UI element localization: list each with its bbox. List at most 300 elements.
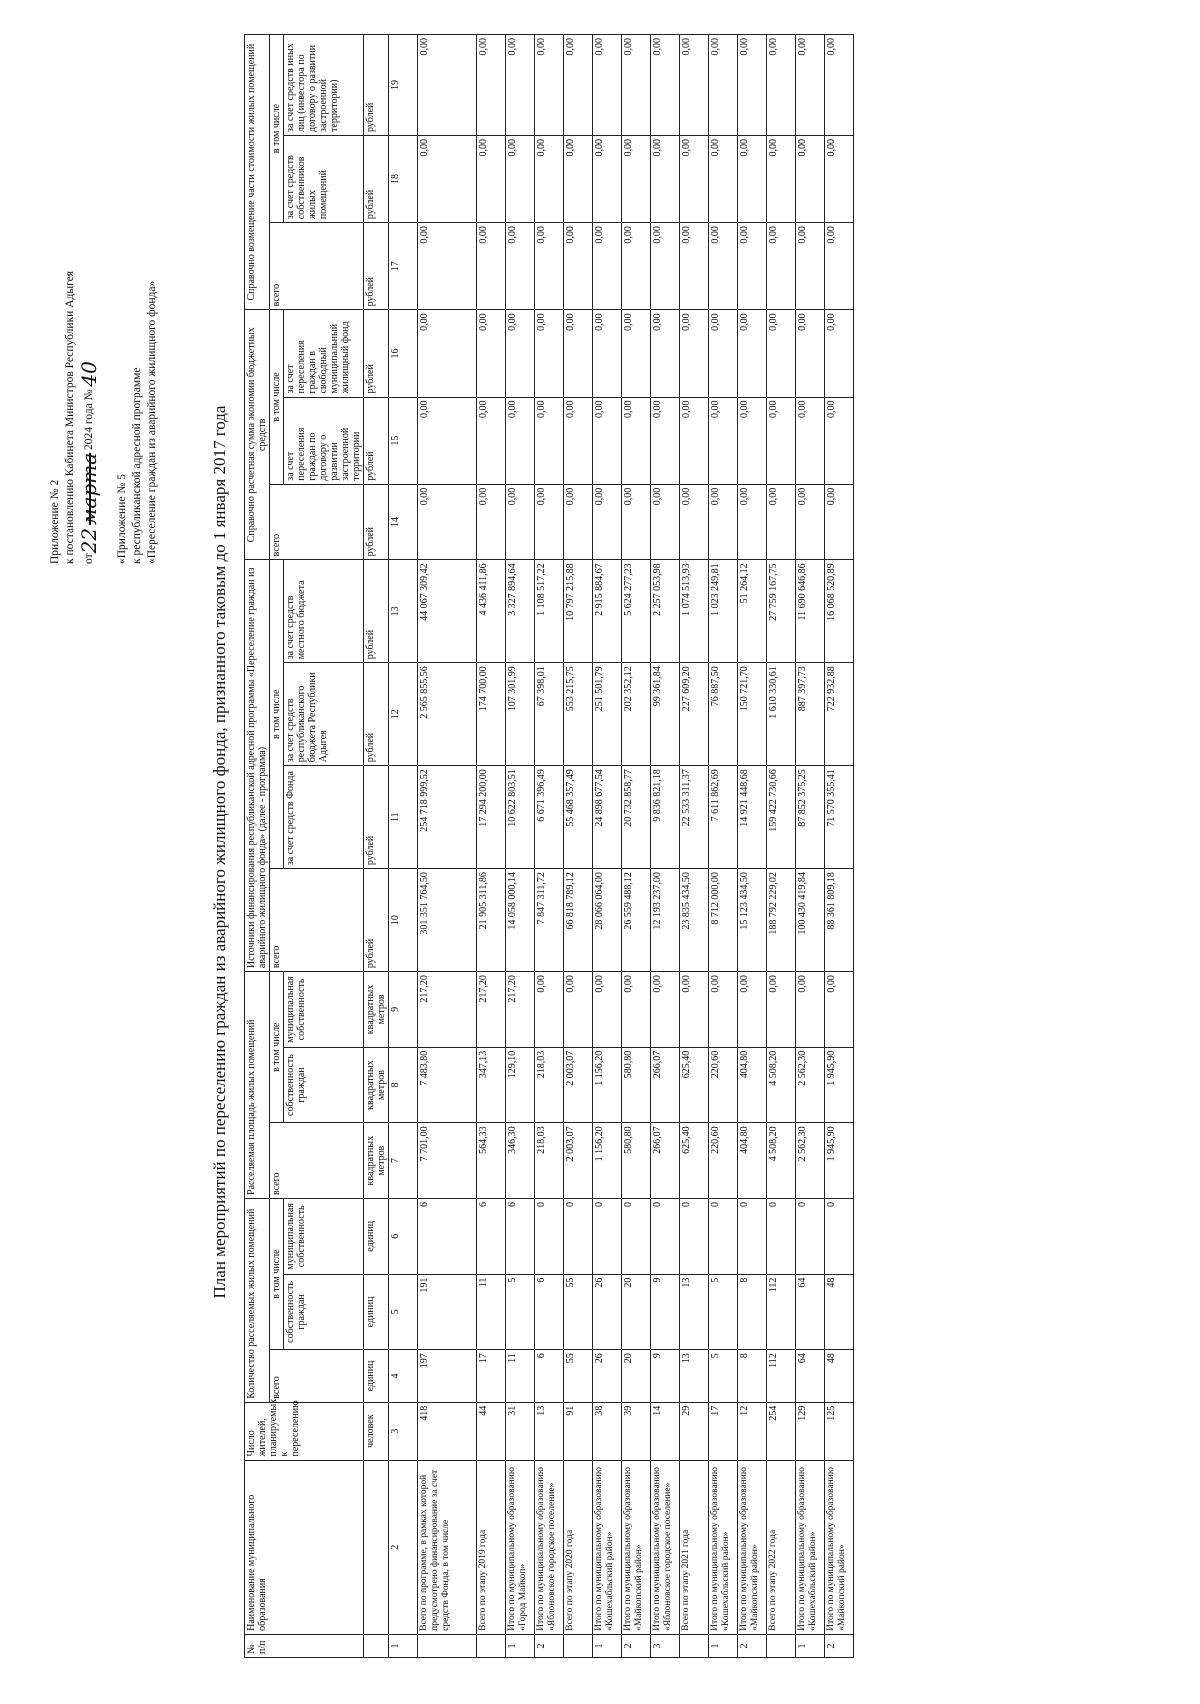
table-cell: 4 508,20	[767, 1047, 796, 1123]
table-cell: 0,00	[506, 484, 535, 560]
table-cell: 0,00	[418, 223, 477, 310]
municipality-name: Всего по этапу 2020 года	[564, 1460, 593, 1634]
table-cell: 0,00	[651, 35, 680, 136]
column-number: 6	[389, 1198, 418, 1274]
table-cell: 266,07	[651, 1047, 680, 1123]
table-cell: 0	[767, 1198, 796, 1274]
table-cell: 0,00	[651, 310, 680, 397]
table-cell: 14	[651, 1402, 680, 1460]
table-cell: 0	[651, 1198, 680, 1274]
header-residents: Число жителей, планируемых к переселению	[245, 1402, 364, 1460]
unit-rub-16: рублей	[364, 310, 389, 397]
table-cell: 39	[622, 1402, 651, 1460]
table-cell: 0,00	[709, 310, 738, 397]
unit-area-total: квадратных метров	[364, 1123, 389, 1199]
table-cell: 5	[506, 1274, 535, 1350]
table-cell: 0,00	[796, 35, 825, 136]
table-cell: 129	[796, 1402, 825, 1460]
table-cell: 1 610 330,61	[767, 663, 796, 766]
table-cell: 0,00	[651, 397, 680, 484]
unit-rub-12: рублей	[364, 663, 389, 766]
table-cell: 0,00	[709, 972, 738, 1048]
header-local-budget: за счет средств местного бюджета	[284, 560, 364, 663]
table-cell: 580,80	[622, 1047, 651, 1123]
table-cell: 13	[535, 1402, 564, 1460]
table-row	[477, 35, 506, 1658]
unit-rub-18: рублей	[364, 135, 389, 222]
table-cell: 220,60	[709, 1123, 738, 1199]
table-cell: 0,00	[477, 310, 506, 397]
table-cell: 0,00	[535, 972, 564, 1048]
table-cell: 125	[825, 1402, 854, 1460]
municipality-name: Итого по муниципальному образованию «Яблоновское городское поселение»	[651, 1460, 680, 1634]
table-row	[709, 35, 738, 1658]
table-cell: 0,00	[738, 135, 767, 222]
table-cell: 7 847 311,72	[535, 869, 564, 972]
header-area-incl: в том числе	[270, 972, 284, 1123]
table-cell: 2 562,30	[796, 1047, 825, 1123]
table-cell: 0	[796, 1198, 825, 1274]
header-program-name: «Переселение граждан из аварийного жилищного фонда»	[146, 280, 158, 564]
column-number: 8	[389, 1047, 418, 1123]
table-cell: 227 609,20	[680, 663, 709, 766]
row-number: 1	[796, 1634, 825, 1657]
table-row	[564, 35, 593, 1658]
table-cell: 44 067 309,42	[418, 560, 477, 663]
table-cell: 0,00	[622, 35, 651, 136]
header-premises-count: Количество расселяемых жилых помещений	[245, 1198, 270, 1402]
header-economy: Справочно расчетная сумма экономии бюджетных средств	[245, 310, 270, 560]
table-cell: 55 468 357,49	[564, 766, 593, 869]
table-cell: 8 712 000,00	[709, 869, 738, 972]
table-cell: 20	[622, 1350, 651, 1403]
date-prefix: от	[83, 553, 95, 564]
unit-rub-15: рублей	[364, 397, 389, 484]
table-cell: 404,80	[738, 1123, 767, 1199]
unit-area-municipal: квадратных метров	[364, 972, 389, 1048]
table-cell: 0	[535, 1198, 564, 1274]
table-cell: 13	[680, 1274, 709, 1350]
table-cell: 0,00	[680, 310, 709, 397]
municipality-name: Всего по этапу 2021 года	[680, 1460, 709, 1634]
table-cell: 28 066 064,00	[593, 869, 622, 972]
column-number: 17	[389, 223, 418, 310]
document-header	[48, 44, 160, 564]
table-cell: 5 624 277,23	[622, 560, 651, 663]
table-row	[506, 35, 535, 1658]
column-number: 13	[389, 560, 418, 663]
unit-count-total: единиц	[364, 1350, 389, 1403]
table-cell: 2 003,07	[564, 1123, 593, 1199]
table-row	[796, 35, 825, 1658]
table-cell: 100 430 419,84	[796, 869, 825, 972]
table-cell: 0,00	[477, 223, 506, 310]
table-cell: 26 559 488,12	[622, 869, 651, 972]
header-comp-owners: за счет средств собственников жилых помещений	[284, 135, 364, 222]
header-date-line	[77, 44, 101, 564]
table-cell: 129,10	[506, 1047, 535, 1123]
table-cell: 9	[651, 1274, 680, 1350]
table-cell: 0,00	[738, 223, 767, 310]
table-row	[651, 35, 680, 1658]
table-cell: 4 508,20	[767, 1123, 796, 1199]
table-cell: 21 905 311,86	[477, 869, 506, 972]
table-cell: 346,30	[506, 1123, 535, 1199]
table-cell: 220,60	[709, 1047, 738, 1123]
table-cell: 0,00	[535, 223, 564, 310]
table-cell: 91	[564, 1402, 593, 1460]
table-cell: 0,00	[418, 397, 477, 484]
table-cell: 0,00	[825, 484, 854, 560]
resettlement-plan-table	[244, 34, 854, 1658]
table-cell: 722 932,88	[825, 663, 854, 766]
table-cell: 0,00	[709, 484, 738, 560]
table-row	[535, 35, 564, 1658]
column-number: 5	[389, 1274, 418, 1350]
table-cell: 197	[418, 1350, 477, 1403]
table-body	[389, 35, 854, 1658]
table-cell: 0,00	[825, 972, 854, 1048]
table-cell: 0,00	[593, 223, 622, 310]
table-cell: 0,00	[709, 135, 738, 222]
table-row	[680, 35, 709, 1658]
table-cell: 254 718 999,52	[418, 766, 477, 869]
table-cell: 0	[593, 1198, 622, 1274]
table-cell: 107 301,99	[506, 663, 535, 766]
table-cell: 6	[506, 1198, 535, 1274]
table-cell: 0,00	[796, 484, 825, 560]
unit-person: человек	[364, 1402, 389, 1460]
table-cell: 15 123 434,50	[738, 869, 767, 972]
table-cell: 24 898 677,54	[593, 766, 622, 869]
table-cell: 218,03	[535, 1047, 564, 1123]
table-cell: 0	[680, 1198, 709, 1274]
municipality-name: Всего по этапу 2022 года	[767, 1460, 796, 1634]
table-cell: 10 797 215,88	[564, 560, 593, 663]
municipality-name: Итого по муниципальному образованию «Майкопский район»	[825, 1460, 854, 1634]
table-cell: 0,00	[564, 972, 593, 1048]
table-cell: 0,00	[680, 135, 709, 222]
row-number: 1	[709, 1634, 738, 1657]
table-cell: 0,00	[564, 35, 593, 136]
table-row	[622, 35, 651, 1658]
table-cell: 20	[622, 1274, 651, 1350]
table-cell: 112	[767, 1274, 796, 1350]
table-cell: 0,00	[767, 972, 796, 1048]
table-cell: 0,00	[564, 135, 593, 222]
table-cell: 7 483,80	[418, 1047, 477, 1123]
table-cell: 0,00	[709, 397, 738, 484]
table-cell: 11 690 646,86	[796, 560, 825, 663]
table-cell: 0,00	[825, 35, 854, 136]
table-cell: 0,00	[535, 397, 564, 484]
municipality-name: Итого по муниципальному образованию «Кошехабльский район»	[796, 1460, 825, 1634]
table-cell: 0,00	[825, 135, 854, 222]
table-cell: 0,00	[418, 310, 477, 397]
table-cell: 0,00	[535, 35, 564, 136]
table-cell: 0	[709, 1198, 738, 1274]
table-cell: 0,00	[680, 223, 709, 310]
handwritten-day: 22	[77, 527, 101, 554]
row-number: 1	[593, 1634, 622, 1657]
table-cell: 0	[622, 1198, 651, 1274]
column-number: 18	[389, 135, 418, 222]
table-cell: 55	[564, 1274, 593, 1350]
table-cell: 0,00	[506, 397, 535, 484]
table-cell: 11	[477, 1274, 506, 1350]
table-cell: 0,00	[564, 397, 593, 484]
table-cell: 0,00	[622, 310, 651, 397]
column-number: 11	[389, 766, 418, 869]
table-cell: 0,00	[651, 484, 680, 560]
table-cell: 112	[767, 1350, 796, 1403]
table-cell: 188 792 229,02	[767, 869, 796, 972]
table-cell: 13	[680, 1350, 709, 1403]
table-cell: 17	[477, 1350, 506, 1403]
header-financing: Источники финансирования республиканской адресной программы «Переселение граждан из аварийного жилищного фонда» (далее - программа)	[245, 560, 270, 972]
table-cell: 0,00	[622, 223, 651, 310]
table-cell: 404,80	[738, 1047, 767, 1123]
row-number	[767, 1634, 796, 1657]
header-area-citizens: собственность граждан	[284, 1047, 364, 1123]
table-cell: 71 570 355,41	[825, 766, 854, 869]
column-number: 3	[389, 1402, 418, 1460]
table-cell: 564,33	[477, 1123, 506, 1199]
header-appendix: Приложение № 2	[49, 479, 61, 564]
unit-rub-13: рублей	[364, 560, 389, 663]
unit-empty-2	[364, 1460, 389, 1634]
table-cell: 553 215,75	[564, 663, 593, 766]
table-cell: 266,07	[651, 1123, 680, 1199]
table-cell: 0,00	[767, 484, 796, 560]
handwritten-month: марта	[77, 452, 101, 526]
table-cell: 7 611 862,69	[709, 766, 738, 869]
table-cell: 0,00	[825, 310, 854, 397]
table-cell: 347,13	[477, 1047, 506, 1123]
column-number: 15	[389, 397, 418, 484]
unit-count-municipal: единиц	[364, 1198, 389, 1274]
table-cell: 0,00	[680, 397, 709, 484]
header-comp-incl: в том числе	[270, 35, 284, 223]
header-fund: за счет средств Фонда	[284, 766, 364, 869]
table-cell: 217,20	[418, 972, 477, 1048]
table-cell: 67 398,01	[535, 663, 564, 766]
unit-rub-19: рублей	[364, 35, 389, 136]
date-year: 2024 года №	[83, 389, 95, 450]
table-cell: 0,00	[796, 972, 825, 1048]
table-cell: 0,00	[477, 397, 506, 484]
header-econ-total: всего	[270, 484, 364, 560]
row-number: 2	[738, 1634, 767, 1657]
table-cell: 0,00	[767, 310, 796, 397]
table-cell: 7 701,00	[418, 1123, 477, 1199]
table-cell: 23 835 434,50	[680, 869, 709, 972]
table-cell: 580,80	[622, 1123, 651, 1199]
table-cell: 0,00	[593, 135, 622, 222]
table-cell: 0,00	[738, 972, 767, 1048]
table-cell: 0,00	[767, 35, 796, 136]
row-number	[564, 1634, 593, 1657]
table-cell: 1 156,20	[593, 1123, 622, 1199]
table-cell: 1 023 249,81	[709, 560, 738, 663]
table-cell: 0,00	[477, 35, 506, 136]
header-program-ref: к республиканской адресной программе	[131, 367, 143, 564]
table-cell: 0,00	[680, 484, 709, 560]
unit-rub-17: рублей	[364, 223, 389, 310]
table-cell: 6	[477, 1198, 506, 1274]
table-cell: 3 327 894,64	[506, 560, 535, 663]
header-count-citizens: собственность граждан	[284, 1274, 364, 1350]
table-cell: 0,00	[651, 972, 680, 1048]
table-cell: 0,00	[796, 310, 825, 397]
column-number: 12	[389, 663, 418, 766]
header-fin-incl: в том числе	[270, 560, 284, 869]
table-cell: 159 422 730,66	[767, 766, 796, 869]
table-cell: 625,40	[680, 1047, 709, 1123]
table-cell: 87 852 375,25	[796, 766, 825, 869]
table-cell: 0,00	[535, 135, 564, 222]
header-area-total: всего	[270, 1123, 364, 1199]
municipality-name: Итого по муниципальному образованию «Майкопский район»	[738, 1460, 767, 1634]
row-number: 1	[506, 1634, 535, 1657]
table-cell: 0,00	[506, 223, 535, 310]
municipality-name: Итого по муниципальному образованию «Яблоновское городское поселение»	[535, 1460, 564, 1634]
table-row	[738, 35, 767, 1658]
table-cell: 8	[738, 1350, 767, 1403]
table-cell: 0,00	[506, 35, 535, 136]
table-cell: 0,00	[680, 972, 709, 1048]
table-row	[418, 35, 477, 1658]
table-cell: 0,00	[796, 397, 825, 484]
table-cell: 0,00	[622, 972, 651, 1048]
table-cell: 0,00	[767, 223, 796, 310]
table-cell: 0,00	[593, 310, 622, 397]
table-cell: 0,00	[477, 484, 506, 560]
table-cell: 0,00	[593, 484, 622, 560]
table-cell: 29	[680, 1402, 709, 1460]
header-econ-incl: в том числе	[270, 310, 284, 484]
unit-rub-14: рублей	[364, 484, 389, 560]
municipality-name: Всего по программе, в рамках которой предусмотрено финансирование за счет средств Фонда, в том числе	[418, 1460, 477, 1634]
table-cell: 27 759 167,75	[767, 560, 796, 663]
table-cell: 254	[767, 1402, 796, 1460]
header-econ-free-fund: за счет переселения граждан в свободный муниципальный жилищный фонд	[284, 310, 364, 397]
table-cell: 0	[825, 1198, 854, 1274]
municipality-name: Всего по этапу 2019 года	[477, 1460, 506, 1634]
table-cell: 1 945,90	[825, 1123, 854, 1199]
column-number: 14	[389, 484, 418, 560]
table-cell: 4 436 411,86	[477, 560, 506, 663]
column-numbers-row	[389, 35, 418, 1658]
table-cell: 31	[506, 1402, 535, 1460]
header-num: № п/п	[245, 1634, 364, 1657]
table-row	[825, 35, 854, 1658]
table-cell: 217,20	[506, 972, 535, 1048]
table-cell: 55	[564, 1350, 593, 1403]
table-cell: 202 352,12	[622, 663, 651, 766]
table-cell: 0,00	[709, 35, 738, 136]
table-cell: 1 156,20	[593, 1047, 622, 1123]
table-cell: 0,00	[506, 310, 535, 397]
column-number: 4	[389, 1350, 418, 1403]
table-cell: 0,00	[651, 135, 680, 222]
table-cell: 2 257 053,98	[651, 560, 680, 663]
table-cell: 0,00	[622, 397, 651, 484]
table-cell: 218,03	[535, 1123, 564, 1199]
table-cell: 0,00	[622, 484, 651, 560]
column-number: 1	[389, 1634, 418, 1657]
table-cell: 0	[564, 1198, 593, 1274]
table-cell: 0,00	[709, 223, 738, 310]
table-cell: 191	[418, 1274, 477, 1350]
header-count-municipal: муниципальная собственность	[284, 1198, 364, 1274]
table-cell: 11	[506, 1350, 535, 1403]
header-rep-budget: за счет средств республиканского бюджета Республики Адыгея	[284, 663, 364, 766]
unit-rub-11: рублей	[364, 766, 389, 869]
table-cell: 0,00	[418, 484, 477, 560]
header-program-appendix: «Приложение № 5	[116, 474, 128, 564]
municipality-name: Итого по муниципальному образованию «Майкопский район»	[622, 1460, 651, 1634]
table-cell: 99 361,84	[651, 663, 680, 766]
table-cell: 14 921 448,68	[738, 766, 767, 869]
table-cell: 2 003,07	[564, 1047, 593, 1123]
table-cell: 0,00	[738, 310, 767, 397]
table-cell: 418	[418, 1402, 477, 1460]
table-cell: 6	[535, 1274, 564, 1350]
table-cell: 0,00	[738, 397, 767, 484]
table-cell: 12	[738, 1402, 767, 1460]
header-compensation: Справочно возмещение части стоимости жилых помещений	[245, 35, 270, 310]
header-count-incl: в том числе	[270, 1198, 284, 1349]
header-comp-investor: за счет средств иных лиц (инвестора по договору о развитии застроенной территории)	[284, 35, 364, 136]
table-cell: 22 533 311,37	[680, 766, 709, 869]
table-cell: 0,00	[593, 397, 622, 484]
table-cell: 26	[593, 1274, 622, 1350]
table-cell: 26	[593, 1350, 622, 1403]
column-number: 7	[389, 1123, 418, 1199]
table-cell: 0,00	[418, 135, 477, 222]
column-number: 19	[389, 35, 418, 136]
table-cell: 64	[796, 1274, 825, 1350]
document-title: План мероприятий по переселению граждан из аварийного жилищного фонда, признанного таковым до 1 января 2017 года	[210, 405, 229, 1299]
table-cell: 9	[651, 1350, 680, 1403]
table-cell: 17	[709, 1402, 738, 1460]
table-cell: 2 565 855,56	[418, 663, 477, 766]
table-cell: 6	[535, 1350, 564, 1403]
header-fin-total: всего	[270, 869, 364, 972]
header-area: Расселяемая площадь жилых помещений	[245, 972, 270, 1199]
table-cell: 1 108 517,22	[535, 560, 564, 663]
table-cell: 51 264,12	[738, 560, 767, 663]
table-cell: 0,00	[738, 484, 767, 560]
header-count-total: всего	[270, 1350, 364, 1403]
table-cell: 0,00	[535, 310, 564, 397]
header-municipality: Наименование муниципального образования	[245, 1460, 364, 1634]
table-cell: 8	[738, 1274, 767, 1350]
municipality-name: Итого по муниципальному образованию «Город Майкоп»	[506, 1460, 535, 1634]
header-area-municipal: муниципальная собственность	[284, 972, 364, 1048]
table-row	[767, 35, 796, 1658]
table-cell: 0,00	[825, 397, 854, 484]
table-cell: 887 397,73	[796, 663, 825, 766]
table-cell: 625,40	[680, 1123, 709, 1199]
table-cell: 0,00	[564, 484, 593, 560]
header-comp-total: всего	[270, 223, 364, 310]
handwritten-doc-number: 40	[77, 361, 101, 387]
table-cell: 0,00	[593, 972, 622, 1048]
table-row	[593, 35, 622, 1658]
table-cell: 0,00	[506, 135, 535, 222]
